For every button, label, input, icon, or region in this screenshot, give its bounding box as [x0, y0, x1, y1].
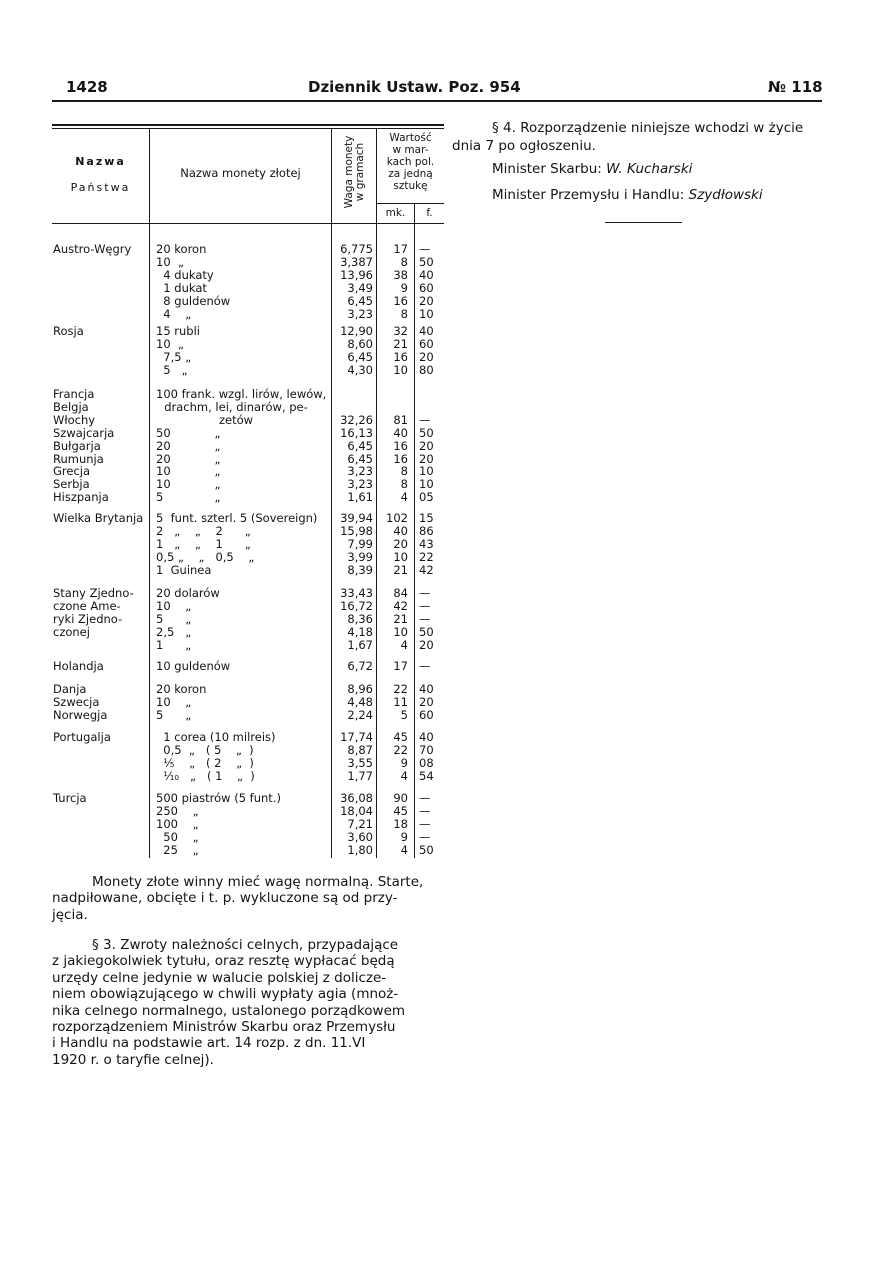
coin-weight: 8,60: [347, 336, 373, 351]
country-name: Stany Zjedno-: [53, 586, 134, 600]
issue-number: № 118: [768, 78, 823, 96]
coin-weight: 1,67: [347, 637, 373, 652]
coin-weight: 4,18: [347, 624, 373, 639]
coin-name: 0,5 „ „ 0,5 „: [156, 549, 255, 564]
coin-weight: 8,87: [347, 742, 373, 757]
country-name: Portugalja: [53, 730, 111, 744]
signature-rule: [605, 222, 682, 223]
value-fenigs: 20: [419, 349, 434, 364]
value-fenigs: 60: [419, 336, 434, 351]
coin-name: 10 „: [156, 336, 184, 351]
value-marks: 9: [400, 755, 408, 770]
coin-weight: 1,77: [347, 768, 373, 783]
coin-name: 10 „: [156, 598, 192, 613]
value-marks: 8: [400, 464, 408, 479]
value-marks: 9: [400, 280, 408, 295]
coin-name: 20 koron: [156, 682, 207, 696]
header-country-line2: Państwa: [70, 181, 131, 194]
value-fenigs: 40: [419, 730, 434, 744]
signature-skarbu-label: Minister Skarbu:: [492, 161, 607, 177]
coin-weight: 3,49: [347, 280, 373, 295]
value-marks: 17: [393, 659, 408, 673]
coin-weight: 13,96: [340, 267, 373, 282]
value-fenigs: —: [419, 611, 431, 626]
country-name: Francja: [53, 387, 95, 401]
coin-weight: 3,23: [347, 464, 373, 479]
country-name: Szwecja: [53, 694, 100, 709]
table-header-rule: [52, 223, 444, 224]
value-fenigs: —: [419, 586, 431, 600]
coin-name: 50 „: [156, 425, 221, 440]
coin-name: 2,5 „: [156, 624, 192, 639]
coin-weight: 8,36: [347, 611, 373, 626]
coin-weight: 7,99: [347, 536, 373, 551]
value-marks: 9: [400, 829, 408, 844]
coin-name: 10 guldenów: [156, 659, 231, 673]
value-fenigs: 40: [419, 267, 434, 282]
header-value-l1: Wartość: [389, 132, 432, 144]
coin-name-lead: drachm, lei, dinarów, pe-: [164, 399, 308, 414]
table-top-rule: [52, 124, 444, 126]
coin-name: 8 guldenów: [156, 293, 231, 308]
coin-name: 7,5 „: [156, 349, 192, 364]
value-fenigs: 60: [419, 280, 434, 295]
coin-weight: 1,61: [347, 490, 373, 505]
paragraph-4-line-2: dnia 7 po ogłoszeniu.: [452, 138, 596, 154]
value-marks: 81: [393, 412, 408, 427]
coin-weight: 6,775: [340, 242, 373, 256]
value-marks: 17: [393, 242, 408, 256]
coin-name: 5 „: [156, 490, 221, 505]
coin-name: 1 dukat: [156, 280, 207, 295]
p3-line-6: rozporządzeniem Ministrów Skarbu oraz Przemysłu: [52, 1019, 396, 1036]
country-name: ryki Zjedno-: [53, 611, 123, 626]
value-marks: 8: [400, 254, 408, 269]
p3-line-7: i Handlu na podstawie art. 14 rozp. z dn. 11.VI: [52, 1035, 366, 1052]
value-fenigs: 50: [419, 842, 434, 857]
note-line-3: jęcia.: [52, 906, 88, 923]
coin-weight: 1,80: [347, 842, 373, 857]
coin-weight: 7,21: [347, 816, 373, 831]
value-marks: 40: [393, 523, 408, 538]
value-fenigs: 10: [419, 464, 434, 479]
country-name: Norwegja: [53, 707, 108, 722]
header-country-line1: Nazwa: [75, 155, 126, 168]
header-weight: [343, 135, 366, 209]
coin-name: 5 „: [156, 707, 192, 722]
coin-name: 100 „: [156, 816, 199, 831]
paragraph-4-line-1: § 4. Rozporządzenie niniejsze wchodzi w życie: [492, 120, 804, 136]
coin-weight: 2,24: [347, 707, 373, 722]
coin-name: 20 „: [156, 451, 221, 466]
coin-name: 50 „: [156, 829, 199, 844]
value-marks: 5: [400, 707, 408, 722]
coin-weight: 3,23: [347, 477, 373, 492]
header-f: f.: [426, 207, 433, 219]
value-marks: 10: [393, 549, 408, 564]
table-top-rule-2: [52, 128, 444, 129]
country-name: Belgja: [53, 399, 89, 414]
coin-name: 20 koron: [156, 242, 207, 256]
value-fenigs: —: [419, 791, 431, 805]
value-fenigs: 22: [419, 549, 434, 564]
value-fenigs: 86: [419, 523, 434, 538]
coin-weight: 3,99: [347, 549, 373, 564]
value-fenigs: 20: [419, 438, 434, 453]
value-marks: 11: [393, 694, 408, 709]
country-name: Rumunja: [53, 451, 104, 466]
value-marks: 16: [393, 349, 408, 364]
value-marks: 18: [393, 816, 408, 831]
value-fenigs: 60: [419, 707, 434, 722]
value-marks: 45: [393, 730, 408, 744]
p3-line-2: z jakiegokolwiek tytułu, oraz resztę wypłacać będą: [52, 953, 395, 970]
p3-line-8: 1920 r. o taryfie celnej).: [52, 1051, 214, 1068]
coin-name: ⅕ „ ( 2 „ ): [156, 755, 254, 770]
country-name: Rosja: [53, 324, 84, 338]
signature-przemyslu-name: Szydłowski: [688, 187, 763, 203]
coin-weight: 16,72: [340, 598, 373, 613]
coin-name-lead: zetów: [218, 412, 254, 427]
coin-weight: 8,39: [347, 562, 373, 577]
coin-name: 20 dolarów: [156, 586, 220, 600]
value-fenigs: 40: [419, 324, 434, 338]
signature-skarbu-name: W. Kucharski: [606, 161, 693, 177]
value-marks: 84: [393, 586, 408, 600]
coin-name: 1 corea (10 milreis): [156, 730, 276, 744]
value-fenigs: —: [419, 829, 431, 844]
value-fenigs: 50: [419, 624, 434, 639]
coin-weight: 16,13: [340, 425, 373, 440]
value-fenigs: 43: [419, 536, 434, 551]
value-marks: 22: [393, 682, 408, 696]
country-name: Bułgarja: [53, 438, 101, 453]
country-name: czonej: [53, 624, 90, 639]
coin-name-lead: 100 frank. wzgl. lirów, lewów,: [156, 387, 327, 401]
country-name: Turcja: [53, 791, 87, 805]
coin-weight: 18,04: [340, 803, 373, 818]
coin-name: 20 „: [156, 438, 221, 453]
coin-weight: 4,48: [347, 694, 373, 709]
coin-name: 2 „ „ 2 „: [156, 523, 251, 538]
value-fenigs: 50: [419, 254, 434, 269]
coin-weight: 6,72: [347, 659, 373, 673]
value-subheader-rule: [376, 203, 444, 204]
value-marks: 4: [400, 842, 408, 857]
value-marks: 10: [393, 624, 408, 639]
note-paragraph: [52, 874, 438, 923]
value-marks: 4: [400, 637, 408, 652]
country-name: Włochy: [53, 412, 96, 427]
value-marks: 21: [393, 336, 408, 351]
coin-weight: 6,45: [347, 293, 373, 308]
value-fenigs: 20: [419, 451, 434, 466]
p3-line-4: niem obowiązującego w chwili wypłaty agia (mnoż-: [52, 986, 399, 1003]
value-marks: 10: [393, 362, 408, 377]
value-marks: 16: [393, 438, 408, 453]
header-weight-line1: Waga monety: [343, 135, 355, 209]
value-fenigs: —: [419, 803, 431, 818]
value-fenigs: 15: [419, 511, 434, 525]
value-fenigs: —: [419, 598, 431, 613]
value-fenigs: 20: [419, 293, 434, 308]
header-value-l2: w mar-: [392, 144, 429, 156]
value-fenigs: 10: [419, 306, 434, 321]
coin-weight: 6,45: [347, 349, 373, 364]
country-name: Holandja: [53, 659, 104, 673]
value-marks: 16: [393, 293, 408, 308]
signature-skarbu: [492, 158, 692, 180]
value-marks: 32: [393, 324, 408, 338]
coin-name: 10 „: [156, 694, 192, 709]
value-marks: 4: [400, 768, 408, 783]
page-number: 1428: [66, 78, 108, 96]
value-marks: 38: [393, 267, 408, 282]
coin-weight: 3,387: [340, 254, 373, 269]
value-fenigs: —: [419, 412, 431, 427]
coin-weight: 6,45: [347, 438, 373, 453]
value-fenigs: 42: [419, 562, 434, 577]
coin-name: 15 rubli: [156, 324, 200, 338]
country-name: Wielka Brytanja: [53, 511, 144, 525]
value-fenigs: 20: [419, 694, 434, 709]
value-fenigs: 80: [419, 362, 434, 377]
country-name: Szwajcarja: [53, 425, 115, 440]
col-divider-country: [149, 128, 150, 858]
coin-weight: 32,26: [340, 412, 373, 427]
coin-name: ⅒ „ ( 1 „ ): [156, 768, 255, 783]
coin-weight: 15,98: [340, 523, 373, 538]
header-value-l5: sztukę: [393, 180, 428, 192]
country-name: Hiszpanja: [53, 490, 109, 505]
coin-name: 250 „: [156, 803, 199, 818]
value-fenigs: —: [419, 816, 431, 831]
value-fenigs: 10: [419, 477, 434, 492]
value-marks: 102: [386, 511, 408, 525]
value-marks: 21: [393, 562, 408, 577]
p3-line-3: urzędy celne jedynie w walucie polskiej z dolicze-: [52, 969, 387, 986]
coin-name: 500 piastrów (5 funt.): [156, 791, 281, 805]
coin-weight: 39,94: [340, 511, 373, 525]
coin-name: 1 Guinea: [156, 562, 212, 577]
value-marks: 21: [393, 611, 408, 626]
country-name: Austro-Węgry: [53, 242, 132, 256]
note-line-2: nadpiłowane, obcięte i t. p. wykluczone są od przy-: [52, 890, 398, 907]
journal-title: Dziennik Ustaw. Poz. 954: [308, 78, 521, 96]
header-value-l4: za jedną: [388, 168, 433, 180]
value-marks: 42: [393, 598, 408, 613]
coin-weight: 3,60: [347, 829, 373, 844]
coin-weight: 3,23: [347, 306, 373, 321]
coin-name: 5 „: [156, 611, 192, 626]
header-weight-line2: w gramach: [354, 142, 366, 202]
coin-name: 1 „: [156, 637, 192, 652]
value-marks: 8: [400, 477, 408, 492]
col-divider-mk: [414, 203, 415, 858]
coin-name: 10 „: [156, 477, 221, 492]
coin-name: 10 „: [156, 254, 184, 269]
value-marks: 20: [393, 536, 408, 551]
coin-name: 5 funt. szterl. 5 (Sovereign): [156, 511, 318, 525]
value-fenigs: —: [419, 659, 431, 673]
coin-name: 1 „ „ 1 „: [156, 536, 251, 551]
header-value-l3: kach pol.: [386, 156, 435, 168]
value-fenigs: —: [419, 242, 431, 256]
value-fenigs: 54: [419, 768, 434, 783]
value-marks: 4: [400, 490, 408, 505]
p3-line-5: nika celnego normalnego, ustalonego porządkowem: [52, 1002, 406, 1019]
p3-line-1: § 3. Zwroty należności celnych, przypadające: [92, 937, 399, 953]
coin-name: 10 „: [156, 464, 221, 479]
coin-weight: 12,90: [340, 324, 373, 338]
coin-weight: 6,45: [347, 451, 373, 466]
coin-name: 4 „: [156, 306, 192, 321]
paragraph-3: [52, 937, 438, 1068]
coin-name: 0,5 „ ( 5 „ ): [156, 742, 254, 757]
country-name: Serbja: [53, 477, 90, 492]
signature-przemyslu-label: Minister Przemysłu i Handlu:: [492, 187, 689, 203]
value-marks: 22: [393, 742, 408, 757]
coin-weight: 17,74: [340, 730, 373, 744]
coin-weight: 4,30: [347, 362, 373, 377]
note-line-1: Monety złote winny mieć wagę normalną. Starte,: [92, 874, 424, 890]
value-fenigs: 50: [419, 425, 434, 440]
signature-przemyslu: [492, 184, 763, 206]
coin-weight: 8,96: [347, 682, 373, 696]
value-fenigs: 40: [419, 682, 434, 696]
value-marks: 45: [393, 803, 408, 818]
coin-name: 5 „: [156, 362, 188, 377]
country-name: Grecja: [53, 464, 91, 479]
coin-name: 4 dukaty: [156, 267, 214, 282]
value-marks: 40: [393, 425, 408, 440]
value-fenigs: 08: [419, 755, 434, 770]
value-fenigs: 20: [419, 637, 434, 652]
value-marks: 90: [393, 791, 408, 805]
header-rule: [52, 100, 822, 102]
header-mk: mk.: [385, 207, 406, 219]
coin-weight: 33,43: [340, 586, 373, 600]
coin-weight: 3,55: [347, 755, 373, 770]
coin-name: 25 „: [156, 842, 199, 857]
country-name: Danja: [53, 682, 87, 696]
header-coin: Nazwa monety złotej: [180, 166, 301, 180]
value-marks: 8: [400, 306, 408, 321]
coin-weight: 36,08: [340, 791, 373, 805]
country-name: czone Ame-: [53, 598, 121, 613]
value-fenigs: 70: [419, 742, 434, 757]
value-marks: 16: [393, 451, 408, 466]
value-fenigs: 05: [419, 490, 434, 505]
